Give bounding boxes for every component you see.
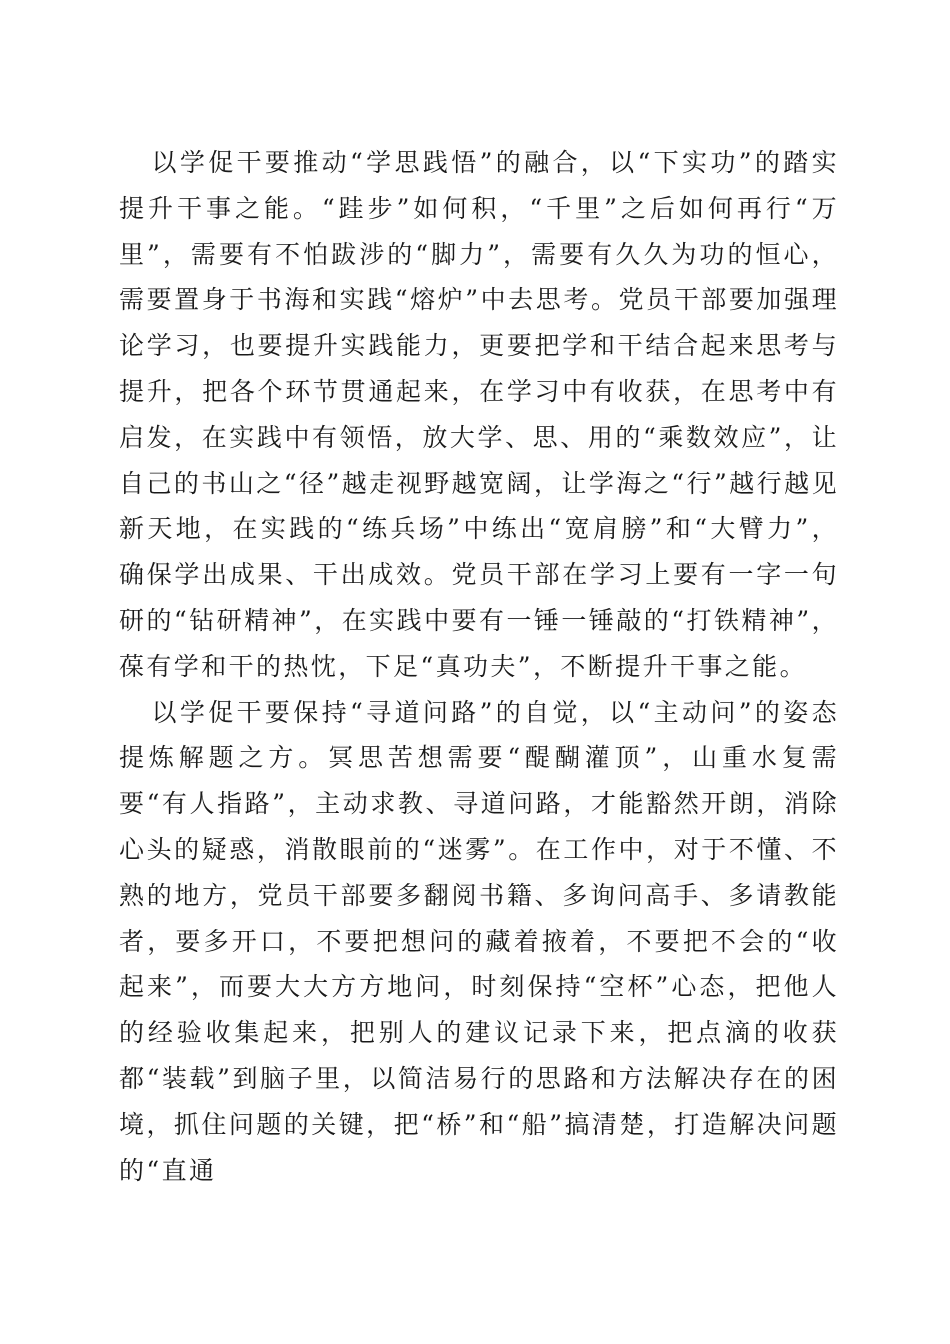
document-body bbox=[119, 140, 839, 1193]
paragraph-1: 以学促干要推动“学思践悟”的融合，以“下实功”的踏实提升干事之能。“跬步”如何积，“千里”之后如何再行“万里”，需要有不怕跋涉的“脚力”，需要有久久为功的恒心，需要置身于书海和实践“熔炉”中去思考。党员干部要加强理论学习，也要提升实践能力，更要把学和干结合起来思考与提升，把各个环节贯通起来，在学习中有收获，在思考中有启发，在实践中有领悟，放大学、思、用的“乘数效应”，让自己的书山之“径”越走视野越宽阔，让学海之“行”越行越见新天地，在实践的“练兵场”中练出“宽肩膀”和“大臂力”，确保学出成果、干出成效。党员干部在学习上要有一字一句研的“钻研精神”，在实践中要有一锤一锤敲的“打铁精神”，葆有学和干的热忱，下足“真功夫”，不断提升干事之能。 bbox=[119, 148, 839, 681]
paragraph-2: 以学促干要保持“寻道问路”的自觉，以“主动问”的姿态提炼解题之方。冥思苦想需要“醍醐灌顶”，山重水复需要“有人指路”，主动求教、寻道问路，才能豁然开朗，消除心头的疑惑，消散眼前的“迷雾”。在工作中，对于不懂、不熟的地方，党员干部要多翻阅书籍、多询问高手、多请教能者，要多开口，不要把想问的藏着掖着，不要把不会的“收起来”，而要大大方方地问，时刻保持“空杯”心态，把他人的经验收集起来，把别人的建议记录下来，把点滴的收获都“装载”到脑子里，以简洁易行的思路和方法解决存在的困境，抓住问题的关键，把“桥”和“船”搞清楚，打造解决问题的“直通 bbox=[119, 697, 839, 1185]
